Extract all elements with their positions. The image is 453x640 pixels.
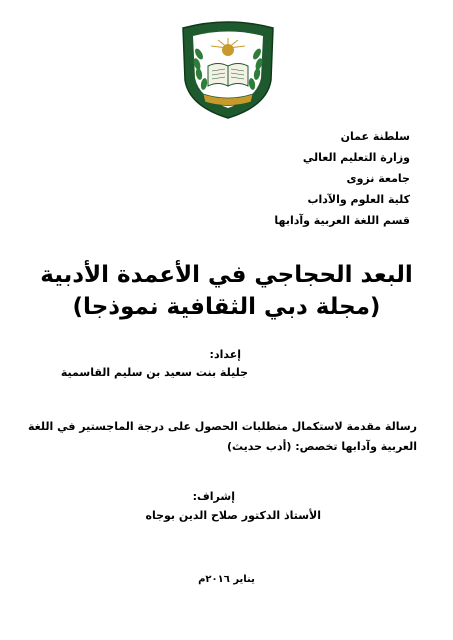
thesis-subtitle: (مجلة دبي الثقافية نموذجا) [72, 294, 381, 320]
institution-line: كلية العلوم والآداب [307, 193, 410, 206]
publication-date: يناير ٢٠١٦م [198, 574, 255, 585]
institution-line: قسم اللغة العربية وآدابها [274, 214, 410, 227]
institution-line: جامعة نزوى [346, 172, 410, 185]
thesis-title: البعد الحجاجي في الأعمدة الأدبية [40, 262, 413, 288]
preparation-label: إعداد: [209, 348, 241, 361]
institution-block [274, 126, 410, 231]
university-emblem-icon [177, 18, 279, 122]
supervision-label: إشراف: [192, 490, 235, 503]
institution-line: سلطنة عمان [340, 130, 410, 143]
supervisor-name: الأستاذ الدكتور صلاح الدين بوجاه [145, 509, 321, 522]
institution-line: وزارة التعليم العالي [302, 151, 410, 164]
thesis-statement-line: رسالة مقدمة لاستكمال متطلبات الحصول على درجة الماجستير في اللغة [27, 420, 417, 433]
author-name: جليلة بنت سعيد بن سليم القاسمية [60, 366, 248, 379]
thesis-statement-line: العربية وآدابها تخصص: (أدب حديث) [227, 440, 417, 453]
